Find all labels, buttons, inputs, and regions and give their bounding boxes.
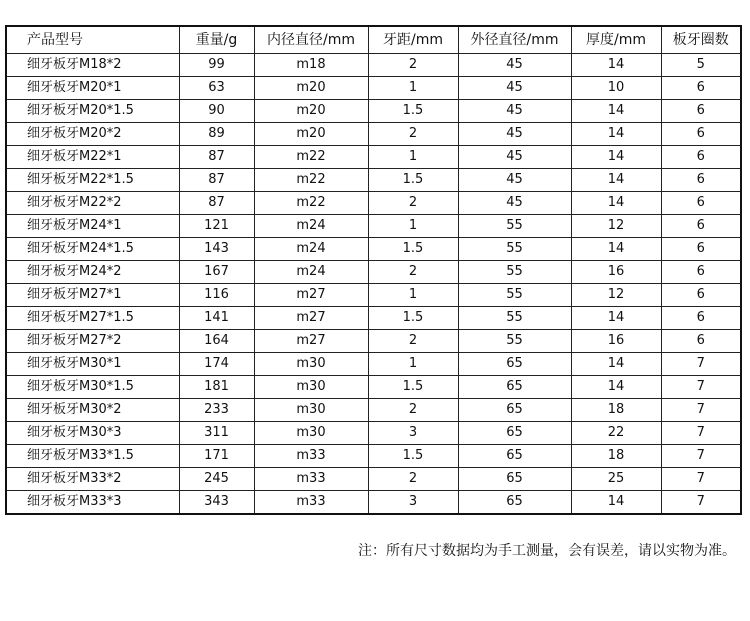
- cell-thickness: 25: [571, 468, 661, 491]
- cell-pitch: 1: [368, 284, 458, 307]
- cell-thread-turns: 7: [661, 399, 741, 422]
- cell-inner-diameter: m18: [254, 54, 368, 77]
- table-row: [6, 238, 741, 261]
- table-row: [6, 445, 741, 468]
- cell-thread-turns: 7: [661, 376, 741, 399]
- cell-inner-diameter: m30: [254, 422, 368, 445]
- cell-inner-diameter: m30: [254, 353, 368, 376]
- cell-pitch: 3: [368, 491, 458, 515]
- cell-model: 细牙板牙M30*1: [6, 353, 179, 376]
- cell-inner-diameter: m33: [254, 468, 368, 491]
- cell-outer-diameter: 55: [458, 215, 571, 238]
- header-pitch: 牙距/mm: [368, 26, 458, 54]
- cell-pitch: 2: [368, 123, 458, 146]
- cell-inner-diameter: m24: [254, 238, 368, 261]
- cell-thread-turns: 7: [661, 491, 741, 515]
- cell-thread-turns: 6: [661, 330, 741, 353]
- header-thread-turns: 板牙圈数: [661, 26, 741, 54]
- cell-pitch: 1: [368, 353, 458, 376]
- cell-pitch: 2: [368, 192, 458, 215]
- cell-outer-diameter: 45: [458, 169, 571, 192]
- cell-outer-diameter: 65: [458, 445, 571, 468]
- cell-model: 细牙板牙M27*1.5: [6, 307, 179, 330]
- cell-weight: 87: [179, 146, 254, 169]
- cell-thread-turns: 7: [661, 353, 741, 376]
- cell-weight: 174: [179, 353, 254, 376]
- table-row: [6, 261, 741, 284]
- table-body: [6, 54, 741, 515]
- cell-thickness: 14: [571, 146, 661, 169]
- table-row: [6, 146, 741, 169]
- cell-pitch: 2: [368, 261, 458, 284]
- cell-model: 细牙板牙M33*3: [6, 491, 179, 515]
- table-row: [6, 284, 741, 307]
- spec-table: [5, 25, 742, 515]
- cell-weight: 63: [179, 77, 254, 100]
- header-weight: 重量/g: [179, 26, 254, 54]
- cell-weight: 164: [179, 330, 254, 353]
- cell-model: 细牙板牙M18*2: [6, 54, 179, 77]
- cell-model: 细牙板牙M22*1: [6, 146, 179, 169]
- cell-weight: 99: [179, 54, 254, 77]
- table-row: [6, 376, 741, 399]
- cell-thickness: 14: [571, 54, 661, 77]
- cell-inner-diameter: m27: [254, 307, 368, 330]
- cell-weight: 89: [179, 123, 254, 146]
- cell-weight: 121: [179, 215, 254, 238]
- cell-thickness: 14: [571, 100, 661, 123]
- cell-thickness: 14: [571, 123, 661, 146]
- cell-thickness: 14: [571, 307, 661, 330]
- cell-outer-diameter: 55: [458, 307, 571, 330]
- cell-outer-diameter: 45: [458, 54, 571, 77]
- cell-thread-turns: 6: [661, 192, 741, 215]
- cell-weight: 167: [179, 261, 254, 284]
- table-row: [6, 192, 741, 215]
- cell-outer-diameter: 55: [458, 284, 571, 307]
- cell-thickness: 14: [571, 353, 661, 376]
- cell-pitch: 2: [368, 468, 458, 491]
- table-row: [6, 468, 741, 491]
- cell-thread-turns: 6: [661, 146, 741, 169]
- cell-pitch: 1.5: [368, 238, 458, 261]
- table-row: [6, 353, 741, 376]
- cell-pitch: 2: [368, 54, 458, 77]
- cell-outer-diameter: 45: [458, 146, 571, 169]
- cell-thread-turns: 6: [661, 238, 741, 261]
- header-inner-diameter: 内径直径/mm: [254, 26, 368, 54]
- cell-thickness: 18: [571, 399, 661, 422]
- cell-outer-diameter: 45: [458, 192, 571, 215]
- cell-outer-diameter: 55: [458, 261, 571, 284]
- cell-pitch: 1.5: [368, 100, 458, 123]
- header-outer-diameter: 外径直径/mm: [458, 26, 571, 54]
- cell-weight: 171: [179, 445, 254, 468]
- cell-inner-diameter: m30: [254, 399, 368, 422]
- cell-model: 细牙板牙M33*1.5: [6, 445, 179, 468]
- footnote: 注：所有尺寸数据均为手工测量，会有误差，请以实物为准。: [358, 543, 736, 559]
- cell-thread-turns: 6: [661, 284, 741, 307]
- cell-thread-turns: 6: [661, 261, 741, 284]
- header-thickness: 厚度/mm: [571, 26, 661, 54]
- cell-outer-diameter: 55: [458, 330, 571, 353]
- cell-thickness: 14: [571, 376, 661, 399]
- cell-pitch: 3: [368, 422, 458, 445]
- cell-outer-diameter: 45: [458, 123, 571, 146]
- cell-outer-diameter: 65: [458, 376, 571, 399]
- cell-model: 细牙板牙M20*1: [6, 77, 179, 100]
- cell-model: 细牙板牙M33*2: [6, 468, 179, 491]
- cell-model: 细牙板牙M24*1.5: [6, 238, 179, 261]
- cell-thread-turns: 6: [661, 307, 741, 330]
- table-row: [6, 307, 741, 330]
- table-row: [6, 123, 741, 146]
- cell-thickness: 22: [571, 422, 661, 445]
- cell-model: 细牙板牙M24*1: [6, 215, 179, 238]
- cell-inner-diameter: m24: [254, 261, 368, 284]
- cell-thickness: 12: [571, 215, 661, 238]
- cell-weight: 181: [179, 376, 254, 399]
- cell-outer-diameter: 65: [458, 422, 571, 445]
- table-row: [6, 399, 741, 422]
- cell-weight: 311: [179, 422, 254, 445]
- cell-model: 细牙板牙M24*2: [6, 261, 179, 284]
- cell-outer-diameter: 65: [458, 353, 571, 376]
- table-row: [6, 491, 741, 515]
- cell-model: 细牙板牙M27*1: [6, 284, 179, 307]
- cell-weight: 245: [179, 468, 254, 491]
- cell-weight: 87: [179, 169, 254, 192]
- cell-weight: 343: [179, 491, 254, 515]
- cell-thickness: 12: [571, 284, 661, 307]
- cell-thickness: 14: [571, 169, 661, 192]
- cell-pitch: 1.5: [368, 445, 458, 468]
- cell-inner-diameter: m24: [254, 215, 368, 238]
- cell-thread-turns: 6: [661, 123, 741, 146]
- cell-thread-turns: 7: [661, 422, 741, 445]
- cell-thickness: 14: [571, 238, 661, 261]
- cell-model: 细牙板牙M30*2: [6, 399, 179, 422]
- cell-pitch: 1: [368, 146, 458, 169]
- cell-thickness: 16: [571, 261, 661, 284]
- cell-pitch: 1.5: [368, 376, 458, 399]
- cell-thickness: 18: [571, 445, 661, 468]
- cell-thickness: 16: [571, 330, 661, 353]
- cell-thread-turns: 5: [661, 54, 741, 77]
- cell-outer-diameter: 45: [458, 77, 571, 100]
- cell-outer-diameter: 65: [458, 468, 571, 491]
- cell-inner-diameter: m22: [254, 146, 368, 169]
- cell-inner-diameter: m20: [254, 77, 368, 100]
- cell-pitch: 1.5: [368, 169, 458, 192]
- table-row: [6, 77, 741, 100]
- cell-inner-diameter: m20: [254, 100, 368, 123]
- cell-thread-turns: 6: [661, 77, 741, 100]
- table-row: [6, 215, 741, 238]
- cell-inner-diameter: m22: [254, 169, 368, 192]
- cell-model: 细牙板牙M22*2: [6, 192, 179, 215]
- cell-thread-turns: 7: [661, 445, 741, 468]
- cell-inner-diameter: m30: [254, 376, 368, 399]
- cell-inner-diameter: m33: [254, 491, 368, 515]
- cell-pitch: 2: [368, 399, 458, 422]
- cell-pitch: 1: [368, 215, 458, 238]
- table-row: [6, 169, 741, 192]
- cell-weight: 87: [179, 192, 254, 215]
- cell-pitch: 1.5: [368, 307, 458, 330]
- cell-weight: 141: [179, 307, 254, 330]
- cell-model: 细牙板牙M30*3: [6, 422, 179, 445]
- table-row: [6, 422, 741, 445]
- cell-inner-diameter: m22: [254, 192, 368, 215]
- cell-weight: 143: [179, 238, 254, 261]
- cell-model: 细牙板牙M27*2: [6, 330, 179, 353]
- header-row: [6, 26, 741, 54]
- cell-thread-turns: 6: [661, 169, 741, 192]
- cell-pitch: 1: [368, 77, 458, 100]
- cell-thread-turns: 7: [661, 468, 741, 491]
- cell-outer-diameter: 45: [458, 100, 571, 123]
- cell-thickness: 14: [571, 192, 661, 215]
- cell-outer-diameter: 55: [458, 238, 571, 261]
- cell-pitch: 2: [368, 330, 458, 353]
- table-row: [6, 100, 741, 123]
- cell-inner-diameter: m33: [254, 445, 368, 468]
- cell-outer-diameter: 65: [458, 491, 571, 515]
- cell-inner-diameter: m27: [254, 330, 368, 353]
- table-row: [6, 54, 741, 77]
- cell-model: 细牙板牙M22*1.5: [6, 169, 179, 192]
- cell-model: 细牙板牙M20*1.5: [6, 100, 179, 123]
- cell-thickness: 10: [571, 77, 661, 100]
- cell-weight: 233: [179, 399, 254, 422]
- table-row: [6, 330, 741, 353]
- cell-weight: 90: [179, 100, 254, 123]
- cell-model: 细牙板牙M20*2: [6, 123, 179, 146]
- cell-model: 细牙板牙M30*1.5: [6, 376, 179, 399]
- header-model: 产品型号: [6, 26, 179, 54]
- cell-thread-turns: 6: [661, 215, 741, 238]
- cell-thickness: 14: [571, 491, 661, 515]
- cell-inner-diameter: m27: [254, 284, 368, 307]
- cell-thread-turns: 6: [661, 100, 741, 123]
- cell-outer-diameter: 65: [458, 399, 571, 422]
- cell-inner-diameter: m20: [254, 123, 368, 146]
- cell-weight: 116: [179, 284, 254, 307]
